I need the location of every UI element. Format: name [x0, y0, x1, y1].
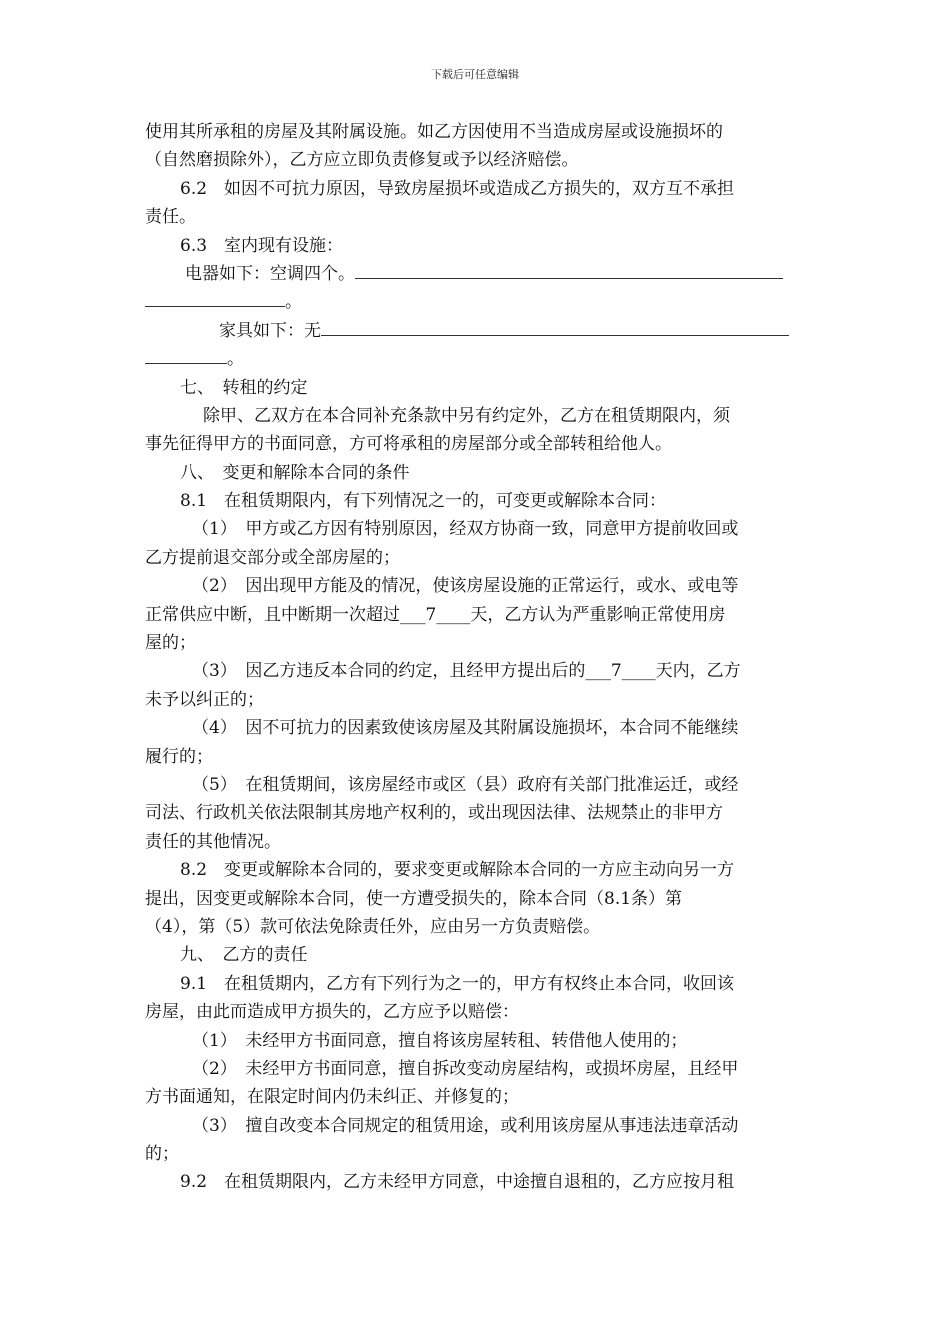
period-text: 。 — [227, 349, 244, 370]
fill-blank — [355, 261, 783, 279]
text-line: 的； — [145, 1144, 179, 1165]
period-text: 。 — [285, 292, 302, 313]
appliances-text: 电器如下：空调四个。 — [185, 263, 355, 284]
fill-blank — [145, 346, 227, 364]
item-1: （1） 未经甲方书面同意，擅自将该房屋转租、转借他人使用的； — [192, 1030, 688, 1051]
clause-9-2: 9.2 在租赁期限内，乙方未经甲方同意，中途擅自退租的，乙方应按月租 — [180, 1172, 735, 1193]
text-line: 提出，因变更或解除本合同，使一方遭受损失的，除本合同（8.1条）第 — [145, 888, 683, 909]
item-2: （2） 未经甲方书面同意，擅自拆改变动房屋结构，或损坏房屋，且经甲 — [192, 1058, 739, 1079]
clause-6-2: 6.2 如因不可抗力原因，导致房屋损坏或造成乙方损失的，双方互不承担 — [180, 178, 735, 199]
appliances-line-end — [145, 288, 810, 316]
item-3: （3） 擅自改变本合同规定的租赁用途，或利用该房屋从事违法违章活动 — [192, 1115, 739, 1136]
fill-blank — [145, 289, 285, 307]
text-line: 乙方提前退交部分或全部房屋的； — [145, 547, 400, 568]
text-line: 除甲、乙双方在本合同补充条款中另有约定外，乙方在租赁期限内，须 — [203, 405, 730, 426]
text-line: （4），第（5）款可依法免除责任外，应由另一方负责赔偿。 — [145, 916, 601, 937]
text-line: 司法、行政机关依法限制其房地产权利的，或出现因法律、法规禁止的非甲方 — [145, 803, 723, 824]
text-line: 责任。 — [145, 207, 196, 228]
text-line: （自然磨损除外），乙方应立即负责修复或予以经济赔偿。 — [145, 150, 579, 171]
section-heading-8: 八、 变更和解除本合同的条件 — [180, 462, 410, 483]
text-line: 事先征得甲方的书面同意，方可将承租的房屋部分或全部转租给他人。 — [145, 434, 672, 455]
item-4: （4） 因不可抗力的因素致使该房屋及其附属设施损坏，本合同不能继续 — [192, 718, 739, 739]
furniture-line — [145, 317, 810, 345]
furniture-line-end — [145, 345, 810, 373]
item-1: （1） 甲方或乙方因有特别原因，经双方协商一致，同意甲方提前收回或 — [192, 519, 739, 540]
item-2: （2） 因出现甲方能及的情况，使该房屋设施的正常运行，或水、或电等 — [192, 576, 739, 597]
text-line: 正常供应中断，且中断期一次超过___7____天，乙方认为严重影响正常使用房 — [145, 604, 726, 625]
item-5: （5） 在租赁期间，该房屋经市或区（县）政府有关部门批准运迁，或经 — [192, 774, 739, 795]
text-line: 方书面通知，在限定时间内仍未纠正、并修复的； — [145, 1087, 519, 1108]
clause-6-3: 6.3 室内现有设施： — [180, 235, 344, 256]
text-line: 房屋，由此而造成甲方损失的，乙方应予以赔偿： — [145, 1002, 519, 1023]
page-header: 下载后可任意编辑 — [431, 68, 519, 81]
clause-8-2: 8.2 变更或解除本合同的，要求变更或解除本合同的一方应主动向另一方 — [180, 860, 735, 881]
clause-9-1: 9.1 在租赁期内，乙方有下列行为之一的，甲方有权终止本合同，收回该 — [180, 973, 735, 994]
text-line: 未予以纠正的； — [145, 689, 264, 710]
text-line: 屋的； — [145, 633, 196, 654]
text-line: 责任的其他情况。 — [145, 831, 281, 852]
section-heading-7: 七、 转租的约定 — [180, 377, 308, 398]
item-3: （3） 因乙方违反本合同的约定，且经甲方提出后的___7____天内，乙方 — [192, 661, 741, 682]
section-heading-9: 九、 乙方的责任 — [180, 945, 308, 966]
fill-blank — [321, 318, 789, 336]
text-line: 履行的； — [145, 746, 213, 767]
furniture-text: 家具如下：无 — [219, 320, 321, 341]
appliances-line — [145, 260, 810, 288]
document-body — [145, 118, 810, 1197]
text-line: 使用其所承租的房屋及其附属设施。如乙方因使用不当造成房屋或设施损坏的 — [145, 122, 723, 142]
clause-8-1: 8.1 在租赁期限内，有下列情况之一的，可变更或解除本合同： — [180, 491, 667, 512]
